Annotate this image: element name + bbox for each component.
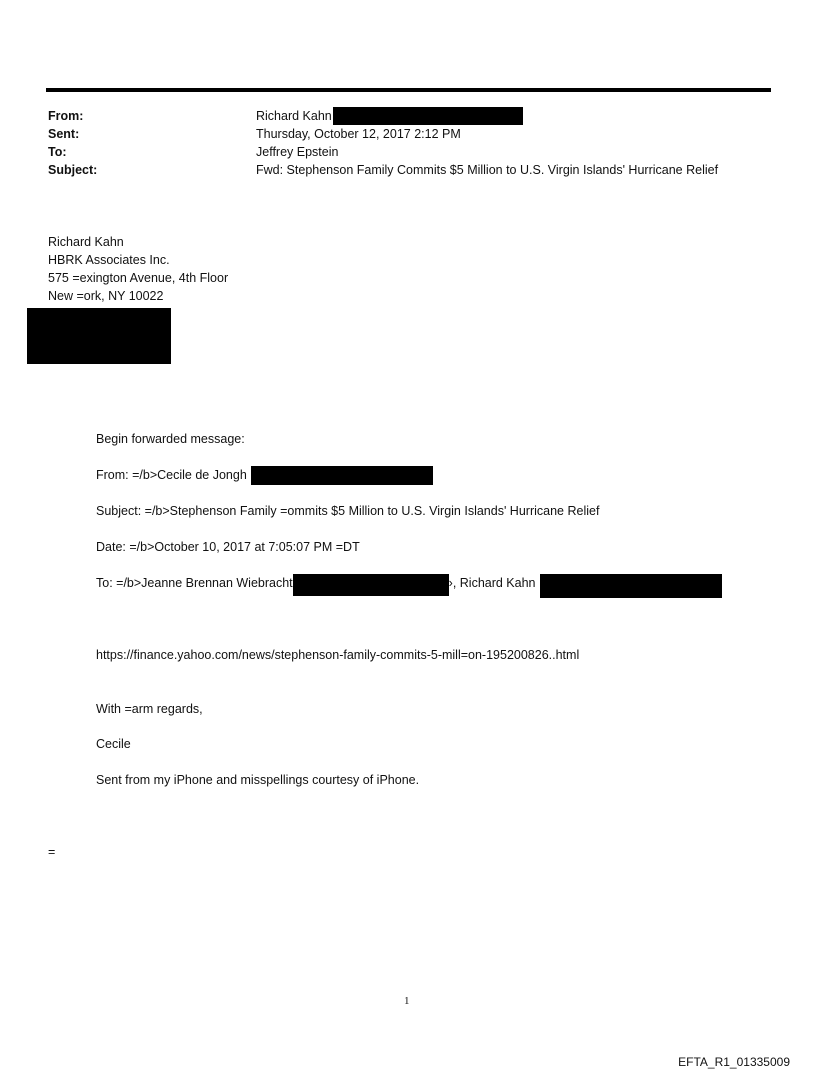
sent-value: Thursday, October 12, 2017 2:12 PM (256, 127, 461, 141)
redaction-block (333, 107, 523, 125)
forwarded-from-text: From: =/b>Cecile de Jongh (96, 468, 247, 482)
redaction-block (27, 308, 171, 364)
article-link[interactable]: https://finance.yahoo.com/news/stephenson-family-commits-5-mill=on-195200826..html (96, 648, 580, 662)
signature-company: HBRK Associates Inc. (48, 253, 170, 267)
header-rule (46, 88, 771, 92)
header-from-row (48, 107, 768, 125)
header-to-row (48, 143, 768, 161)
sender-name: Cecile (96, 737, 131, 751)
signature-name: Richard Kahn (48, 235, 124, 249)
forwarded-from (96, 466, 433, 485)
sent-label: Sent: (48, 127, 80, 141)
subject-value: Fwd: Stephenson Family Commits $5 Million to U.S. Virgin Islands' Hurricane Relief (256, 163, 719, 177)
sent-from-line: Sent from my iPhone and misspellings courtesy of iPhone. (96, 773, 420, 787)
closing-line: With =arm regards, (96, 702, 203, 716)
trailing-mark: = (48, 845, 56, 859)
to-label: To: (48, 145, 67, 159)
signature-address-line2: New =ork, NY 10022 (48, 289, 164, 303)
to-value: Jeffrey Epstein (256, 145, 339, 159)
subject-label: Subject: (48, 163, 98, 177)
from-name: Richard Kahn (256, 109, 332, 123)
forwarded-to-prefix: To: =/b>Jeanne Brennan Wiebracht (96, 576, 293, 590)
forwarded-date: Date: =/b>October 10, 2017 at 7:05:07 PM =DT (96, 540, 360, 554)
header-subject-row (48, 161, 768, 179)
from-label: From: (48, 109, 84, 123)
signature-address-line1: 575 =exington Avenue, 4th Floor (48, 271, 229, 285)
signature-block (48, 233, 228, 305)
forwarded-subject: Subject: =/b>Stephenson Family =ommits $5 Million to U.S. Virgin Islands' Hurricane Relief (96, 504, 600, 518)
forwarded-intro: Begin forwarded message: (96, 432, 245, 446)
from-value (256, 107, 523, 125)
forwarded-to (96, 574, 722, 598)
forwarded-to-middle: ›, Richard Kahn (448, 576, 536, 590)
redaction-block (251, 466, 433, 485)
redaction-block (293, 574, 449, 596)
header-sent-row (48, 125, 768, 143)
bates-number: EFTA_R1_01335009 (678, 1055, 790, 1069)
redaction-block (540, 574, 722, 598)
page-number: 1 (404, 995, 410, 1007)
